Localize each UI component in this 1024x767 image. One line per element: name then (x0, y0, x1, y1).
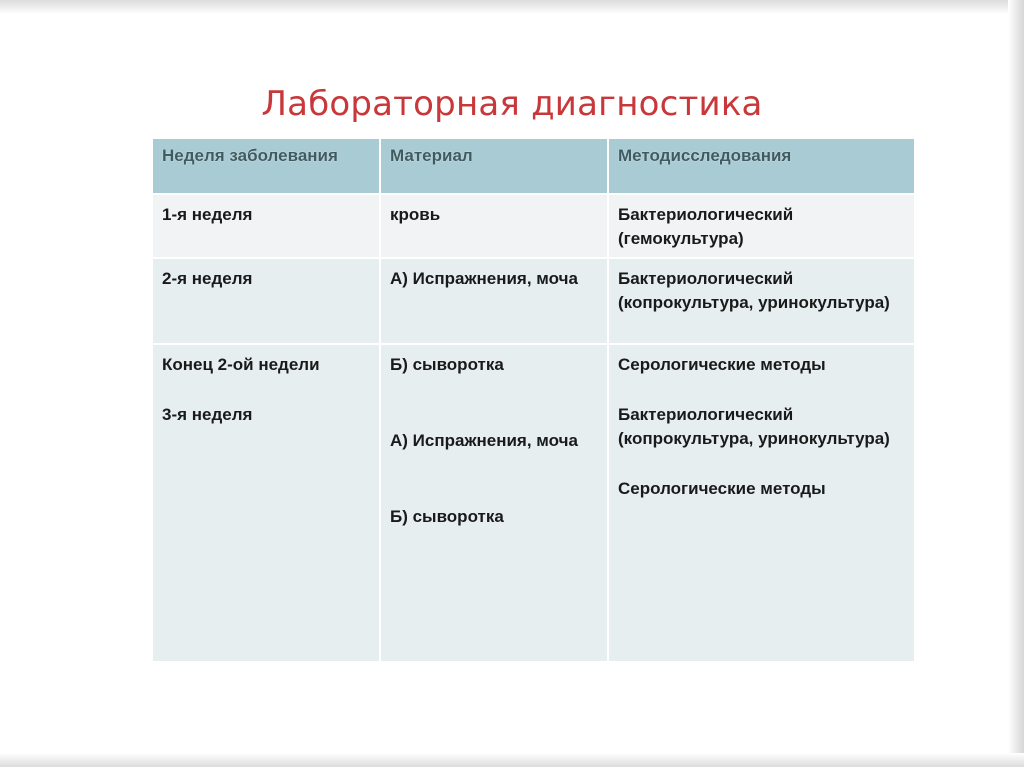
cell-material: кровь (380, 194, 608, 258)
spacer (618, 451, 906, 477)
header-material: Материал (380, 139, 608, 194)
cell-method: Бактериологический (копрокультура, уринокультура) (608, 258, 915, 344)
cell-material-serum-2: Б) сыворотка (390, 507, 504, 526)
cell-material: А) Испражнения, моча (380, 258, 608, 344)
diagnostics-table (153, 139, 916, 663)
cell-method (608, 344, 915, 662)
table-row (153, 194, 915, 258)
cell-week: 1-я неделя (153, 194, 380, 258)
spacer (390, 377, 599, 403)
cell-week: 2-я неделя (153, 258, 380, 344)
cell-method-serological: Серологические методы (618, 355, 826, 374)
cell-week-end-of-second: Конец 2-ой недели (162, 355, 320, 374)
slide-shadow-top (0, 0, 1024, 14)
spacer (390, 453, 599, 479)
cell-week (153, 344, 380, 662)
slide-shadow-bottom (0, 753, 1024, 767)
spacer (162, 377, 371, 403)
cell-material (380, 344, 608, 662)
slide-title: Лабораторная диагностика (261, 84, 763, 124)
header-week: Неделя заболевания (153, 139, 380, 194)
table-row (153, 344, 915, 662)
cell-method-serological-2: Серологические методы (618, 479, 826, 498)
table-header-row (153, 139, 915, 194)
cell-week-third: 3-я неделя (162, 405, 253, 424)
spacer (618, 377, 906, 403)
cell-method-bacteriological: Бактериологический (копрокультура, уринокультура) (618, 405, 890, 448)
cell-material-feces-urine: А) Испражнения, моча (390, 431, 578, 450)
spacer (390, 403, 599, 429)
header-method: Методисследования (608, 139, 915, 194)
spacer (390, 479, 599, 505)
table-row (153, 258, 915, 344)
cell-method: Бактериологический (гемокультура) (608, 194, 915, 258)
cell-material-serum: Б) сыворотка (390, 355, 504, 374)
